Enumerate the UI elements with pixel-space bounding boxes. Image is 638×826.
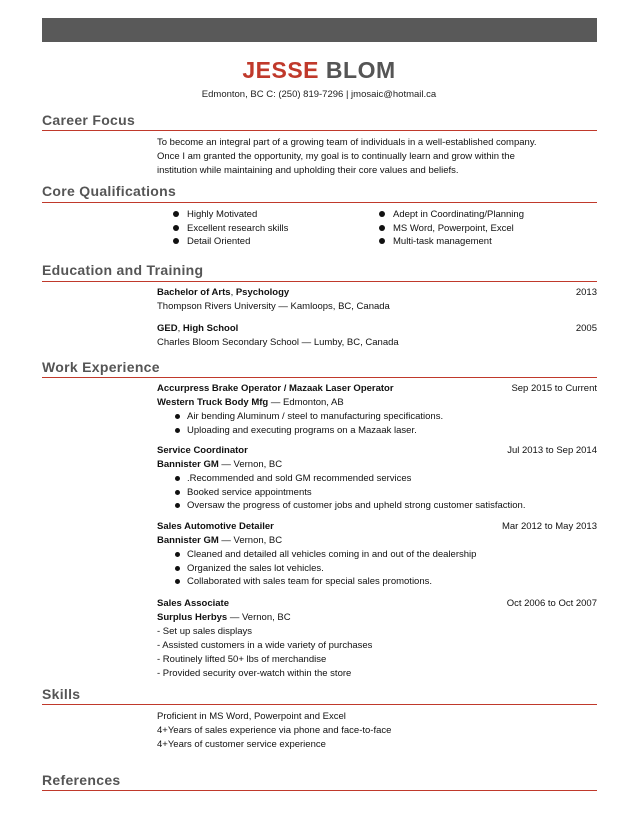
school: Charles Bloom Secondary School — Lumby, BC, Canada [157,337,399,348]
header-bar [42,18,597,42]
year: 2013 [575,287,597,298]
list-item: .Recommended and sold GM recommended services [175,472,597,486]
list-item: Uploading and executing programs on a Mazaak laser. [175,424,597,438]
list-item: Detail Oriented [173,235,363,249]
qualifications-column-left [157,208,363,249]
list-item: Multi-task management [379,235,569,249]
field: Psychology [235,287,290,298]
job-entry [157,597,597,681]
divider [42,704,597,705]
separator: , [177,323,183,334]
list-item: MS Word, Powerpoint, Excel [379,222,569,236]
skills-text [157,710,597,752]
divider [42,790,597,791]
qualifications-column-right [363,208,569,249]
section-title-education: Education and Training [42,262,204,278]
text-line: institution while maintaining and upholding their core values and beliefs. [157,165,459,176]
section-title-career-focus: Career Focus [42,112,136,128]
company: Bannister GM [157,535,219,546]
text-line: 4+Years of customer service experience [157,739,326,750]
career-focus-text [157,136,597,178]
text-line: - Routinely lifted 50+ lbs of merchandise [157,654,327,665]
job-title: Accurpress Brake Operator / Mazaak Laser Operator [157,383,394,394]
divider [42,202,597,203]
list-item: Air bending Aluminum / steel to manufacturing specifications. [175,410,597,424]
list-item: Collaborated with sales team for special sales promotions. [175,575,597,589]
job-dates: Oct 2006 to Oct 2007 [506,598,597,609]
field: High School [182,323,239,334]
education-entry [157,286,597,314]
year: 2005 [575,323,597,334]
job-dates: Mar 2012 to May 2013 [501,521,597,532]
list-item: Cleaned and detailed all vehicles coming in and out of the dealership [175,548,597,562]
contact-info: Edmonton, BC C: (250) 819-7296 | jmosaic@hotmail.ca [201,89,437,100]
list-item: Adept in Coordinating/Planning [379,208,569,222]
job-entry [157,444,597,513]
last-name: BLOM [325,57,396,83]
location: — Vernon, BC [218,535,283,546]
text-line: - Assisted customers in a wide variety of purchases [157,640,373,651]
text-line: Proficient in MS Word, Powerpoint and Excel [157,711,346,722]
list-item: Oversaw the progress of customer jobs and upheld strong customer satisfaction. [175,499,597,513]
first-name: JESSE [242,57,320,83]
location: — Edmonton, AB [268,397,344,408]
qualifications-list [157,208,597,249]
list-item: Booked service appointments [175,486,597,500]
job-title: Service Coordinator [157,445,248,456]
divider [42,130,597,131]
degree: Bachelor of Arts [157,287,231,298]
list-item: Highly Motivated [173,208,363,222]
job-dates: Jul 2013 to Sep 2014 [507,445,597,456]
company: Western Truck Body Mfg [157,397,269,408]
candidate-name [0,55,638,85]
job-dates: Sep 2015 to Current [511,383,597,394]
list-item: Excellent research skills [173,222,363,236]
text-line: - Provided security over-watch within the store [157,668,352,679]
education-entry [157,322,597,350]
school: Thompson Rivers University — Kamloops, BC, Canada [157,301,390,312]
section-title-core-qualifications: Core Qualifications [42,183,177,199]
job-entry [157,520,597,589]
job-entry [157,382,597,437]
text-line: 4+Years of sales experience via phone and face-to-face [157,725,392,736]
text-line: - Set up sales displays [157,626,253,637]
text-line: Once I am granted the opportunity, my goal is to continually learn and grow within the [157,151,515,162]
location: — Vernon, BC [218,459,283,470]
job-title: Sales Associate [157,598,229,609]
divider [42,377,597,378]
section-title-work-experience: Work Experience [42,359,160,375]
separator: , [230,287,236,298]
company: Surplus Herbys [157,612,228,623]
job-title: Sales Automotive Detailer [157,521,274,532]
text-line: To become an integral part of a growing team of individuals in a well-established company. [157,137,537,148]
degree: GED [157,323,178,334]
section-title-references: References [42,772,121,788]
divider [42,281,597,282]
section-title-skills: Skills [42,686,81,702]
location: — Vernon, BC [227,612,291,623]
company: Bannister GM [157,459,219,470]
list-item: Organized the sales lot vehicles. [175,562,597,576]
